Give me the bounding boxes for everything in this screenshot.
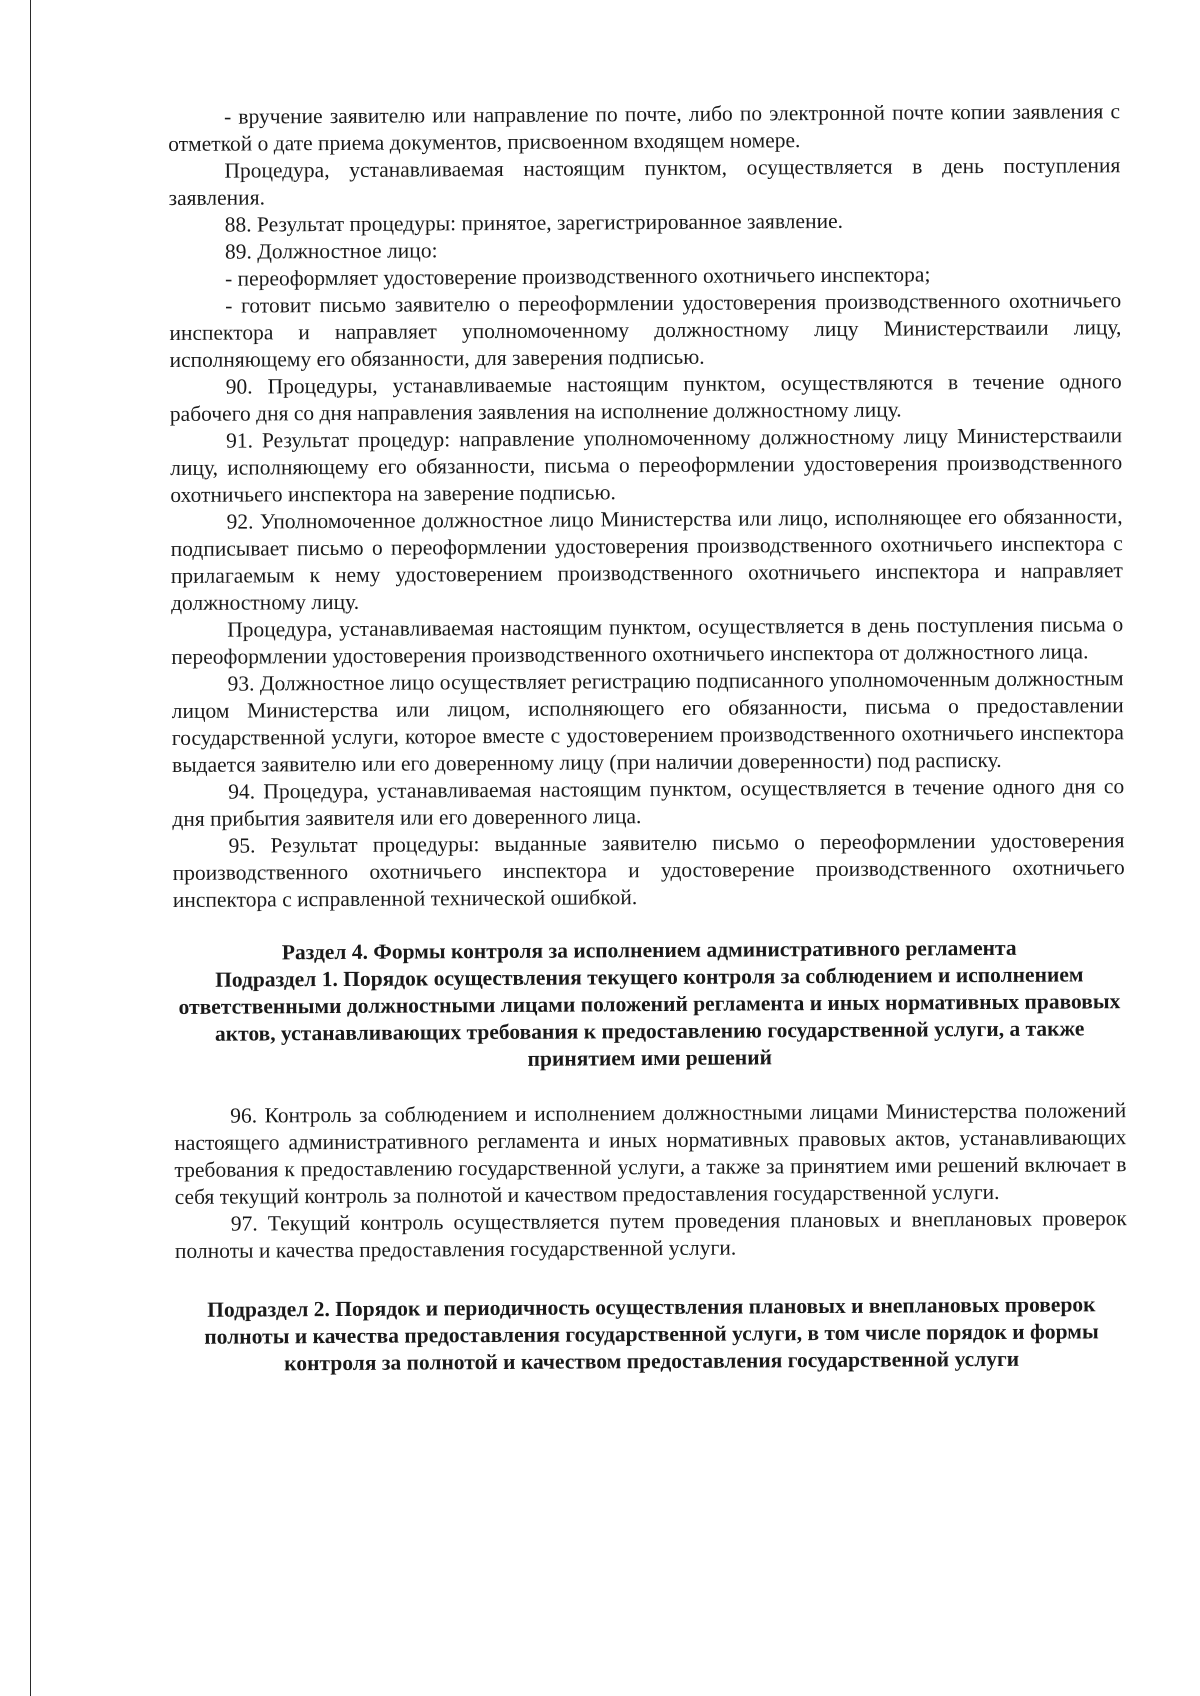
paragraph: - переоформляет удостоверение производственного охотничьего инспектора; — [224, 262, 931, 291]
paragraph: 96. Контроль за соблюдением и исполнением должностными лицами Министерства положений настоящего административного регламента и иных нормативных правовых актов, устанавливающих требования к предоставлению государственной услуги, а также за принятием ими решений включает в себя текущий контроль за полнотой и качеством предоставления государственной услуги. — [174, 1098, 1127, 1209]
subsection-2-heading-block — [175, 1291, 1127, 1378]
paragraph: - готовит письмо заявителю о переоформлении удостоверения производственного охотничьего инспектора и направляет уполномоченному должностному лицу Министерстваили лицу, исполняющему его обязанности, для заверения подписью. — [169, 288, 1122, 372]
subsection-heading: Подраздел 2. Порядок и периодичность осуществления плановых и внеплановых проверок полноты и качества предоставления государственной услуги, в том числе порядок и формы контроля за полнотой и качеством предоставления государственной услуги — [204, 1292, 1099, 1376]
section-4-heading-block — [173, 934, 1126, 1075]
paragraph: 94. Процедура, устанавливаемая настоящим пунктом, осуществляется в течение одного дня со дня прибытия заявителя или его доверенного лица. — [172, 774, 1125, 831]
document-page — [168, 98, 1128, 1378]
paragraph: 97. Текущий контроль осуществляется путем проведения плановых и внеплановых проверок полноты и качества предоставления государственной услуги. — [174, 1206, 1127, 1263]
scan-margin-line — [30, 0, 31, 1696]
paragraphs-mid — [174, 1097, 1127, 1265]
paragraph: Процедура, устанавливаемая настоящим пунктом, осуществляется в день поступления письма о переоформлении удостоверения производственного охотничьего инспектора от должностного лица. — [171, 612, 1124, 669]
paragraph: 93. Должностное лицо осуществляет регистрацию подписанного уполномоченным должностным лицом Министерства или лицом, исполняющего его обязанности, письма о предоставлении государственной услуги, которое вместе с удостоверением производственного охотничьего инспектора выдается заявителю или его доверенному лицу (при наличии доверенности) под расписку. — [171, 666, 1124, 777]
paragraph: - вручение заявителю или направление по почте, либо по электронной почте копии заявления с отметкой о дате приема документов, присвоенном входящем номере. — [168, 99, 1121, 156]
paragraph: 89. Должностное лицо: — [224, 238, 438, 264]
section-heading: Раздел 4. Формы контроля за исполнением административного регламента — [281, 935, 1017, 965]
paragraph: Процедура, устанавливаемая настоящим пунктом, осуществляется в день поступления заявления. — [168, 153, 1121, 210]
paragraph: 95. Результат процедуры: выданные заявителю письмо о переоформлении удостоверения производственного охотничьего инспектора и удостоверение производственного охотничьего инспектора с исправленной технической ошибкой. — [172, 828, 1125, 912]
paragraphs-top — [168, 98, 1125, 914]
paragraph: 91. Результат процедур: направление уполномоченному должностному лицу Министерстваили лицу, исполняющему его обязанности, письма о переоформлении удостоверения производственного охотничьего инспектора на заверение подписью. — [170, 423, 1123, 507]
paragraph: 88. Результат процедуры: принятое, зарегистрированное заявление. — [224, 208, 844, 237]
paragraph: 92. Уполномоченное должностное лицо Министерства или лицо, исполняющее его обязанности, подписывает письмо о переоформлении удостоверения производственного охотничьего инспектора с прилагаемым к нему удостоверением производственного охотничьего инспектора и направляет должностному лицу. — [170, 504, 1123, 615]
subsection-heading: Подраздел 1. Порядок осуществления текущего контроля за соблюдением и исполнением ответственными должностными лицами положений регламента и иных нормативных правовых актов, устанавливающих требования к предоставлению государственной услуги, а также принятием ими решений — [178, 962, 1121, 1071]
paragraph: 90. Процедуры, устанавливаемые настоящим пунктом, осуществляются в течение одного рабочего дня со дня направления заявления на исполнение должностному лицу. — [169, 369, 1122, 426]
